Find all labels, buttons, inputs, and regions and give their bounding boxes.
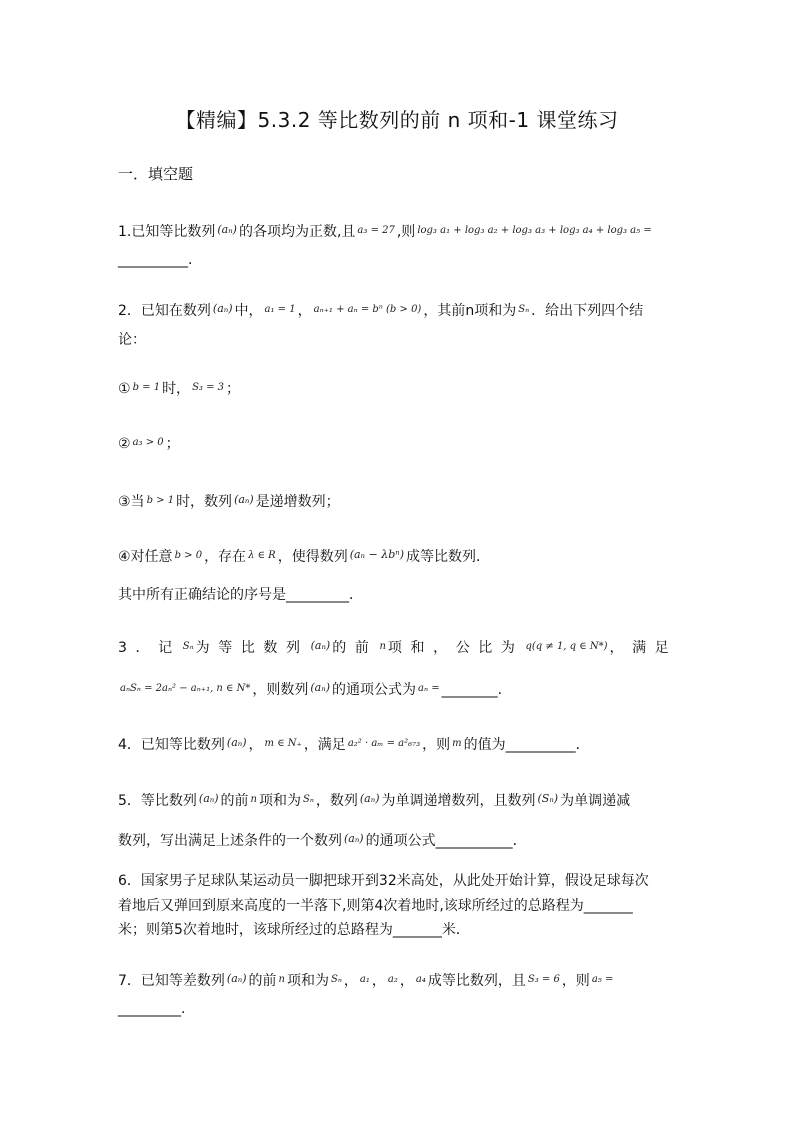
q5-math: (Sₙ) [537, 792, 559, 805]
q4-text: ，满足 [303, 737, 346, 753]
q3-text: ，则数列 [252, 682, 309, 698]
q3-answer-blank: ________. [441, 682, 503, 698]
q3-text: 为等比数列 [195, 640, 309, 656]
question-6-line-1: 6．国家男子足球队某运动员一脚把球开到32米高处，从此处开始计算，假设足球每次 [118, 873, 649, 889]
q2-text: 时，数列 [176, 494, 233, 510]
q7-math: Sₙ [330, 974, 342, 985]
q2-math: (aₙ − λbⁿ) [349, 548, 404, 561]
q3-math: (aₙ) [310, 681, 330, 694]
q3-text: 项和，公比为 [387, 640, 524, 656]
question-2-line-2 [118, 330, 146, 350]
q7-math: a₄ [415, 974, 426, 985]
q2-math: a₃ > 0 [132, 437, 164, 448]
q2-text: 2．已知在数列 [118, 303, 211, 319]
q2-text: 成等比数列． [405, 549, 490, 565]
q4-text: 的值为__________． [463, 737, 590, 753]
section-heading: 一．填空题 [118, 165, 194, 183]
q7-math: n [278, 974, 285, 985]
page-title: 【精编】5.3.2 等比数列的前 n 项和-1 课堂练习 [175, 108, 619, 132]
q2-option-2 [118, 433, 180, 454]
question-6-line-2: 着地后又弹回到原来高度的一半落下,则第4次着地时,该球所经过的总路程为_______ [118, 898, 633, 914]
question-1-line-2 [118, 250, 192, 270]
q1-answer-blank: __________. [118, 252, 193, 268]
q5-math: (aₙ) [198, 792, 219, 805]
q1-math: (aₙ) [217, 223, 237, 236]
q3-math: aₙ = [418, 683, 440, 694]
q4-math: m [452, 738, 462, 749]
q2-text: ，其前n项和为 [423, 303, 517, 319]
q2-option-4 [118, 545, 490, 567]
q4-math: (aₙ) [226, 736, 247, 749]
q3-math: Sₙ [182, 641, 194, 652]
question-1-line-1 [118, 220, 654, 242]
q1-math: log₃ a₁ + log₃ a₂ + log₃ a₃ + log₃ a₄ + log₃ a₅ = [417, 225, 652, 236]
q3-math: aₙSₙ = 2aₙ² − aₙ₊₁, n ∈ N* [120, 683, 251, 694]
q4-text: ，则 [422, 737, 451, 753]
q7-text: ， [343, 973, 358, 989]
q1-math: a₃ = 27 [357, 225, 395, 236]
q5-text: 为单调递减 [560, 793, 631, 809]
q2-text: ③当 [118, 494, 145, 510]
q1-text: 1.已知等比数列 [118, 224, 216, 240]
q2-option-3 [118, 490, 340, 512]
q2-math: aₙ₊₁ + aₙ = bⁿ (b > 0) [313, 304, 422, 315]
q2-math: λ ∈ R [248, 550, 276, 561]
question-7-line-1 [118, 969, 615, 991]
q2-text: ， [297, 303, 312, 319]
q2-text: ④对任意 [118, 549, 173, 565]
q2-text: ； [226, 381, 241, 397]
q7-math: a₂ [387, 974, 398, 985]
q5-text: 的前 [220, 793, 249, 809]
q5-math: (aₙ) [359, 792, 380, 805]
question-6-line-3: 米；则第5次着地时，该球所经过的总路程为_______米． [118, 922, 470, 938]
question-7-line-2 [118, 999, 185, 1019]
question-4-line [118, 733, 590, 755]
q3-math: q(q ≠ 1, q ∈ N*) [525, 641, 608, 652]
q3-text: ，满足 [609, 640, 678, 656]
q7-text: 成等比数列，且 [427, 973, 526, 989]
q7-text: 项和为 [286, 973, 329, 989]
question-3-line-2 [118, 678, 502, 700]
question-3-line-1 [118, 636, 677, 658]
q2-math: a₁ = 1 [264, 304, 296, 315]
q1-text: 的各项均为正数,且 [238, 224, 356, 240]
q7-text: ， [399, 973, 414, 989]
q2-text: 时， [162, 381, 191, 397]
q2-text: ； [165, 436, 180, 452]
q2-text: 论： [118, 332, 146, 348]
q2-math: S₃ = 3 [192, 382, 225, 393]
q5-text: 项和为 [258, 793, 301, 809]
q7-math: S₃ = 6 [527, 974, 560, 985]
q2-math: Sₙ [518, 304, 530, 315]
q2-math: (aₙ) [234, 493, 254, 506]
q4-math: m ∈ N₊ [264, 738, 302, 749]
q3-math: n [379, 641, 386, 652]
q7-answer-blank: _________. [118, 1001, 186, 1017]
q3-text: 的通项公式为 [332, 682, 416, 698]
q2-text: 是递增数列； [255, 494, 340, 510]
q3-text: 的前 [332, 640, 378, 656]
q2-text: ② [118, 436, 131, 452]
q2-text: ．给出下列四个结 [531, 303, 644, 319]
q7-text: 的前 [248, 973, 277, 989]
q2-option-1 [118, 378, 240, 399]
q4-math: a₂² · aₘ = a²₆₇₃ [347, 738, 421, 749]
q3-math: (aₙ) [310, 639, 331, 652]
q5-text: 为单调递增数列，且数列 [381, 793, 536, 809]
q2-text: ，存在 [204, 549, 247, 565]
q2-text: 中， [234, 303, 263, 319]
q2-math: (aₙ) [212, 302, 233, 315]
q2-math: b > 1 [146, 495, 175, 506]
q5-math: (aₙ) [344, 832, 364, 845]
q2-text: ，使得数列 [277, 549, 348, 565]
q2-math: b > 0 [174, 550, 203, 561]
question-5-line-1 [118, 789, 630, 811]
q2-text: 其中所有正确结论的序号是_________． [118, 587, 363, 603]
q5-text: 5．等比数列 [118, 793, 197, 809]
q2-question [118, 585, 363, 605]
q4-text: ， [248, 737, 263, 753]
q1-text: ,则 [396, 224, 416, 240]
q7-text: 7．已知等差数列 [118, 973, 225, 989]
q7-math: a₁ [359, 974, 370, 985]
q7-math: a₅ = [591, 974, 614, 985]
question-2-line-1 [118, 299, 643, 321]
q4-text: 4．已知等比数列 [118, 737, 225, 753]
q2-math: b = 1 [132, 382, 161, 393]
q5-math: Sₙ [302, 794, 314, 805]
q7-text: ， [371, 973, 386, 989]
q2-text: ① [118, 381, 131, 397]
q5-math: n [250, 794, 257, 805]
q3-text: 3．记 [118, 640, 181, 656]
q5-text: ，数列 [315, 793, 358, 809]
q7-math: (aₙ) [226, 972, 247, 985]
q5-text: 的通项公式___________． [365, 833, 527, 849]
q7-text: ，则 [561, 973, 590, 989]
question-5-line-2 [118, 829, 527, 851]
q5-text: 数列，写出满足上述条件的一个数列 [118, 833, 342, 849]
